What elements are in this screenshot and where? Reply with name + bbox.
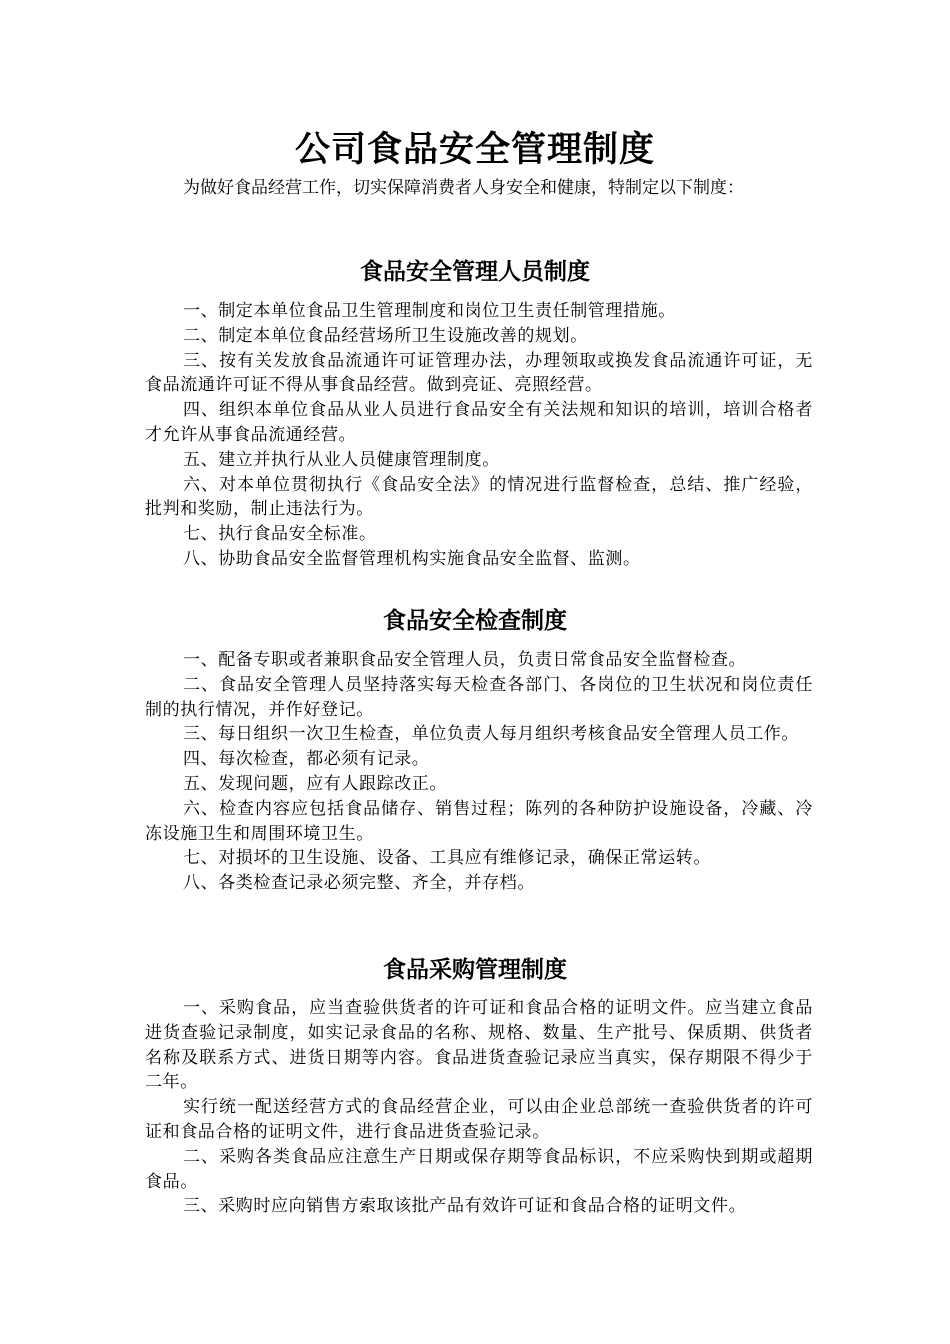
- section-heading-inspection: 食品安全检查制度: [383, 608, 567, 634]
- document-intro: 为做好食品经营工作，切实保障消费者人身安全和健康，特制定以下制度：: [183, 178, 744, 198]
- paragraph: 七、对损坏的卫生设施、设备、工具应有维修记录，确保正常运转。: [183, 848, 711, 869]
- paragraph: 五、建立并执行从业人员健康管理制度。: [183, 449, 500, 470]
- paragraph: 三、按有关发放食品流通许可证管理办法，办理领取或换发食品流通许可证，无食品流通许可证不得从事食品经营。做到亮证、亮照经营。: [145, 350, 813, 396]
- section-body-procurement: [145, 996, 813, 1219]
- paragraph: 二、采购各类食品应注意生产日期或保存期等食品标识，不应采购快到期或超期食品。: [145, 1146, 813, 1192]
- paragraph: 五、发现问题，应有人跟踪改正。: [183, 773, 447, 794]
- paragraph: 八、协助食品安全监督管理机构实施食品安全监督、监测。: [183, 548, 641, 569]
- paragraph: 七、执行食品安全标准。: [183, 524, 377, 545]
- document-title: 公司食品安全管理制度: [294, 130, 655, 170]
- section-heading-personnel: 食品安全管理人员制度: [360, 259, 590, 285]
- paragraph: 六、对本单位贯彻执行《食品安全法》的情况进行监督检查，总结、推广经验，批判和奖励，制止违法行为。: [145, 474, 813, 520]
- paragraph: 一、制定本单位食品卫生管理制度和岗位卫生责任制管理措施。: [183, 301, 676, 321]
- paragraph: 六、检查内容应包括食品储存、销售过程；陈列的各种防护设施设备，冷藏、冷冻设施卫生和周围环境卫生。: [145, 798, 813, 844]
- paragraph: 三、每日组织一次卫生检查，单位负责人每月组织考核食品安全管理人员工作。: [183, 724, 799, 745]
- section-heading-procurement: 食品采购管理制度: [383, 957, 567, 983]
- paragraph: 实行统一配送经营方式的食品经营企业，可以由企业总部统一查验供货者的许可证和食品合格的证明文件，进行食品进货查验记录。: [145, 1097, 813, 1142]
- section-body-inspection: [145, 648, 813, 896]
- section-body-personnel: [145, 299, 813, 572]
- paragraph: 二、制定本单位食品经营场所卫生设施改善的规划。: [183, 325, 588, 346]
- paragraph: 四、每次检查，都必须有记录。: [183, 749, 430, 770]
- paragraph: 八、各类检查记录必须完整、齐全，并存档。: [183, 873, 535, 894]
- paragraph: 二、食品安全管理人员坚持落实每天检查各部门、各岗位的卫生状况和岗位责任制的执行情况，并作好登记。: [145, 674, 813, 720]
- paragraph: 一、采购食品，应当查验供货者的许可证和食品合格的证明文件。应当建立食品进货查验记录制度，如实记录食品的名称、规格、数量、生产批号、保质期、供货者名称及联系方式、进货日期等内容。食品进货查验记录应当真实，保存期限不得少于二年。: [145, 998, 813, 1093]
- paragraph: 三、采购时应向销售方索取该批产品有效许可证和食品合格的证明文件。: [183, 1196, 747, 1217]
- paragraph: 一、配备专职或者兼职食品安全管理人员，负责日常食品安全监督检查。: [183, 650, 747, 670]
- paragraph: 四、组织本单位食品从业人员进行食品安全有关法规和知识的培训，培训合格者才允许从事食品流通经营。: [145, 400, 813, 445]
